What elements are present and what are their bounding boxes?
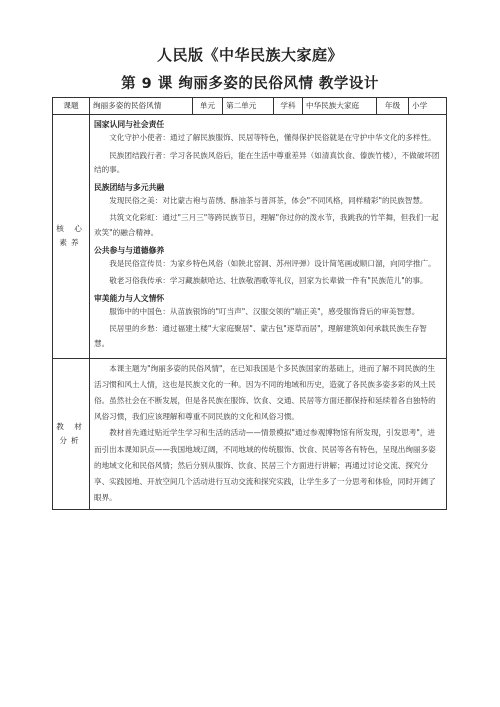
section-paragraph: 民族团结践行者：学习各民族风俗后，能在生活中尊重差异（如清真饮食、傣族竹楼），不做破坏团结的事。 [94, 150, 440, 175]
topic-value: 绚丽多姿的民俗风情 [90, 98, 193, 115]
unit-label: 单元 [193, 98, 223, 115]
analysis-paragraph: 教材首先通过贴近学生学习和生活的活动——情景模拟"通过参观博物馆有所发现，引发思考"，进而引出本课知识点——我国地域辽阔，不同地域的传统服饰、饮食、民居等各有特色，呈现出绚丽多姿的地域文化和民俗风情；然后分别从服饰、饮食、民居三个方面进行讲解；再通过讨论交流、探究分享、实践园地、开放空间几个活动进行互动交流和探究实践，让学生多了一分思考和体验，同时开阔了眼界。 [94, 428, 436, 503]
lesson-plan-table [52, 97, 447, 510]
section-heading: 国家认同与社会责任 [94, 120, 165, 129]
core-literacy-label [53, 115, 90, 359]
subject-value: 中华民族大家庭 [303, 98, 377, 115]
lesson-title: 第 9 课 绚丽多姿的民俗风情 教学设计 [121, 76, 379, 92]
section-paragraph: 服饰中的中国色：从苗族银饰的"叮当声"、汉服交领的"端正美"，感受服饰背后的审美智慧。 [109, 306, 420, 316]
section-paragraph: 共筑文化彩虹：通过"三月三"等跨民族节日，理解"你过你的泼水节，我跳我的竹竿舞，但我们一起欢笑"的融合精神。 [94, 213, 439, 237]
document-title: 人民版《中华民族大家庭》 [156, 46, 343, 64]
analysis-label-line2: 分析 [59, 435, 83, 445]
info-row [53, 98, 447, 115]
section-paragraph: 发现民俗之美：对比蒙古袍与苗绣、酥油茶与普洱茶，体会"不同风格，同样精彩"的民族智慧。 [109, 195, 428, 205]
section-heading: 审美能力与人文情怀 [94, 293, 165, 303]
core-label-line2: 素养 [59, 238, 83, 248]
section-paragraph: 我是民俗宣传员：为家乡特色风俗（如陕北窑洞、苏州评弹）设计简笔画或顺口溜，向同学推广。 [109, 258, 436, 268]
subject-label: 学科 [274, 98, 303, 115]
section-paragraph: 民居里的乡愁：通过福建土楼"大家庭聚居"、蒙古包"逐草而居"，理解建筑如何承载民族生存智慧。 [94, 324, 427, 348]
unit-value: 第二单元 [223, 98, 274, 115]
analysis-paragraph: 本课主题为"绚丽多姿的民俗风情"，在已知我国是个多民族国家的基础上，进而了解不同民族的生活习惯和风土人情，这也是民族文化的一种。因为不同的地域和历史，造就了各民族多姿多彩的风土民俗。虽然社会在不断发展，但是各民族在服饰、饮食、交通、民居等方面还都保持和延续着各自独特的风俗习惯，我们应该理解和尊重不同民族的文化和风俗习惯。 [94, 363, 436, 422]
grade-label: 年级 [377, 98, 409, 115]
analysis-label-line1: 教 材 [56, 421, 86, 431]
grade-value: 小学 [409, 98, 447, 115]
core-literacy-content [90, 115, 447, 359]
section-paragraph: 敬老习俗我传承：学习藏族献哈达、壮族敬酒歌等礼仪，回家为长辈做一件有"民族范儿"的事。 [109, 276, 428, 286]
core-literacy-row [53, 115, 447, 359]
textbook-analysis-content [90, 358, 447, 510]
section-paragraph: 文化守护小使者：通过了解民族服饰、民居等特色，懂得保护民俗就是在守护中华文化的多样性。 [109, 133, 436, 142]
textbook-analysis-row [53, 358, 447, 510]
topic-label: 课题 [53, 98, 90, 115]
textbook-analysis-label [53, 358, 90, 510]
section-heading: 民族团结与多元共融 [94, 182, 165, 192]
core-label-line1: 核 心 [56, 224, 86, 234]
section-heading: 公共参与与道德修养 [94, 245, 165, 255]
